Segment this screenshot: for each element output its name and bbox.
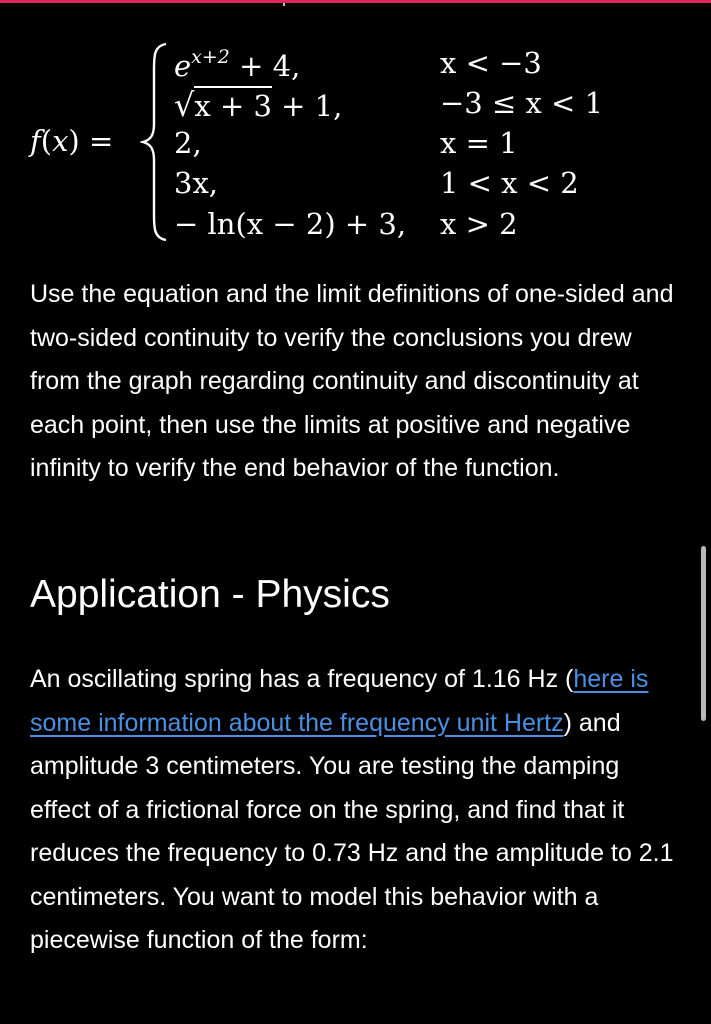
hertz-info-link[interactable]: here is some information about the frequency unit Hertz (30, 665, 649, 737)
case-5-condition: x > 2 (440, 207, 518, 241)
left-brace-icon (140, 42, 170, 242)
physics-text-before: An oscillating spring has a frequency of 1.16 Hz ( (30, 665, 574, 693)
equals-sign: = (88, 124, 114, 158)
piecewise-equation (0, 0, 711, 250)
physics-text-after: ) and amplitude 3 centimeters. You are testing the damping effect of a frictional force on the spring, and find that it reduces the frequency to 0.73 Hz and the amplitude to 2.1 centimeters. You want to model this behavior with a piecewise function of the form: (30, 708, 674, 954)
case-4-condition: 1 < x < 2 (440, 166, 579, 200)
instructions-paragraph: Use the equation and the limit definitions of one-sided and two-sided continuity to verify the conclusions you drew from the graph regarding continuity and discontinuity at each point, then use the limits at positive and negative infinity to verify the end behavior of the function. (30, 280, 674, 482)
case-1-rest: + 4, (229, 49, 301, 83)
exp-superscript: x+2 (191, 46, 230, 68)
case-4-expression: 3x, (174, 166, 219, 200)
case-3-expression: 2, (174, 126, 202, 160)
function-variable: x (52, 124, 69, 158)
sqrt-group (174, 86, 272, 124)
case-1-condition: x < −3 (440, 46, 542, 80)
case-3-condition: x = 1 (440, 126, 518, 160)
sqrt-icon: √ (174, 86, 195, 124)
case-1-expression (174, 46, 300, 83)
physics-paragraph (30, 658, 685, 963)
sqrt-content: x + 3 (194, 86, 272, 123)
case-5-expression: − ln(x − 2) + 3, (174, 207, 407, 241)
exp-base: e (174, 49, 192, 83)
case-2-expression (174, 86, 342, 124)
section-heading: Application - Physics (30, 573, 390, 616)
scrollbar-thumb[interactable] (701, 546, 706, 721)
equation-lhs: f(x) = (30, 124, 114, 158)
function-name: f (30, 124, 41, 158)
case-2-condition: −3 ≤ x < 1 (440, 86, 604, 120)
case-2-rest: + 1, (271, 89, 343, 123)
